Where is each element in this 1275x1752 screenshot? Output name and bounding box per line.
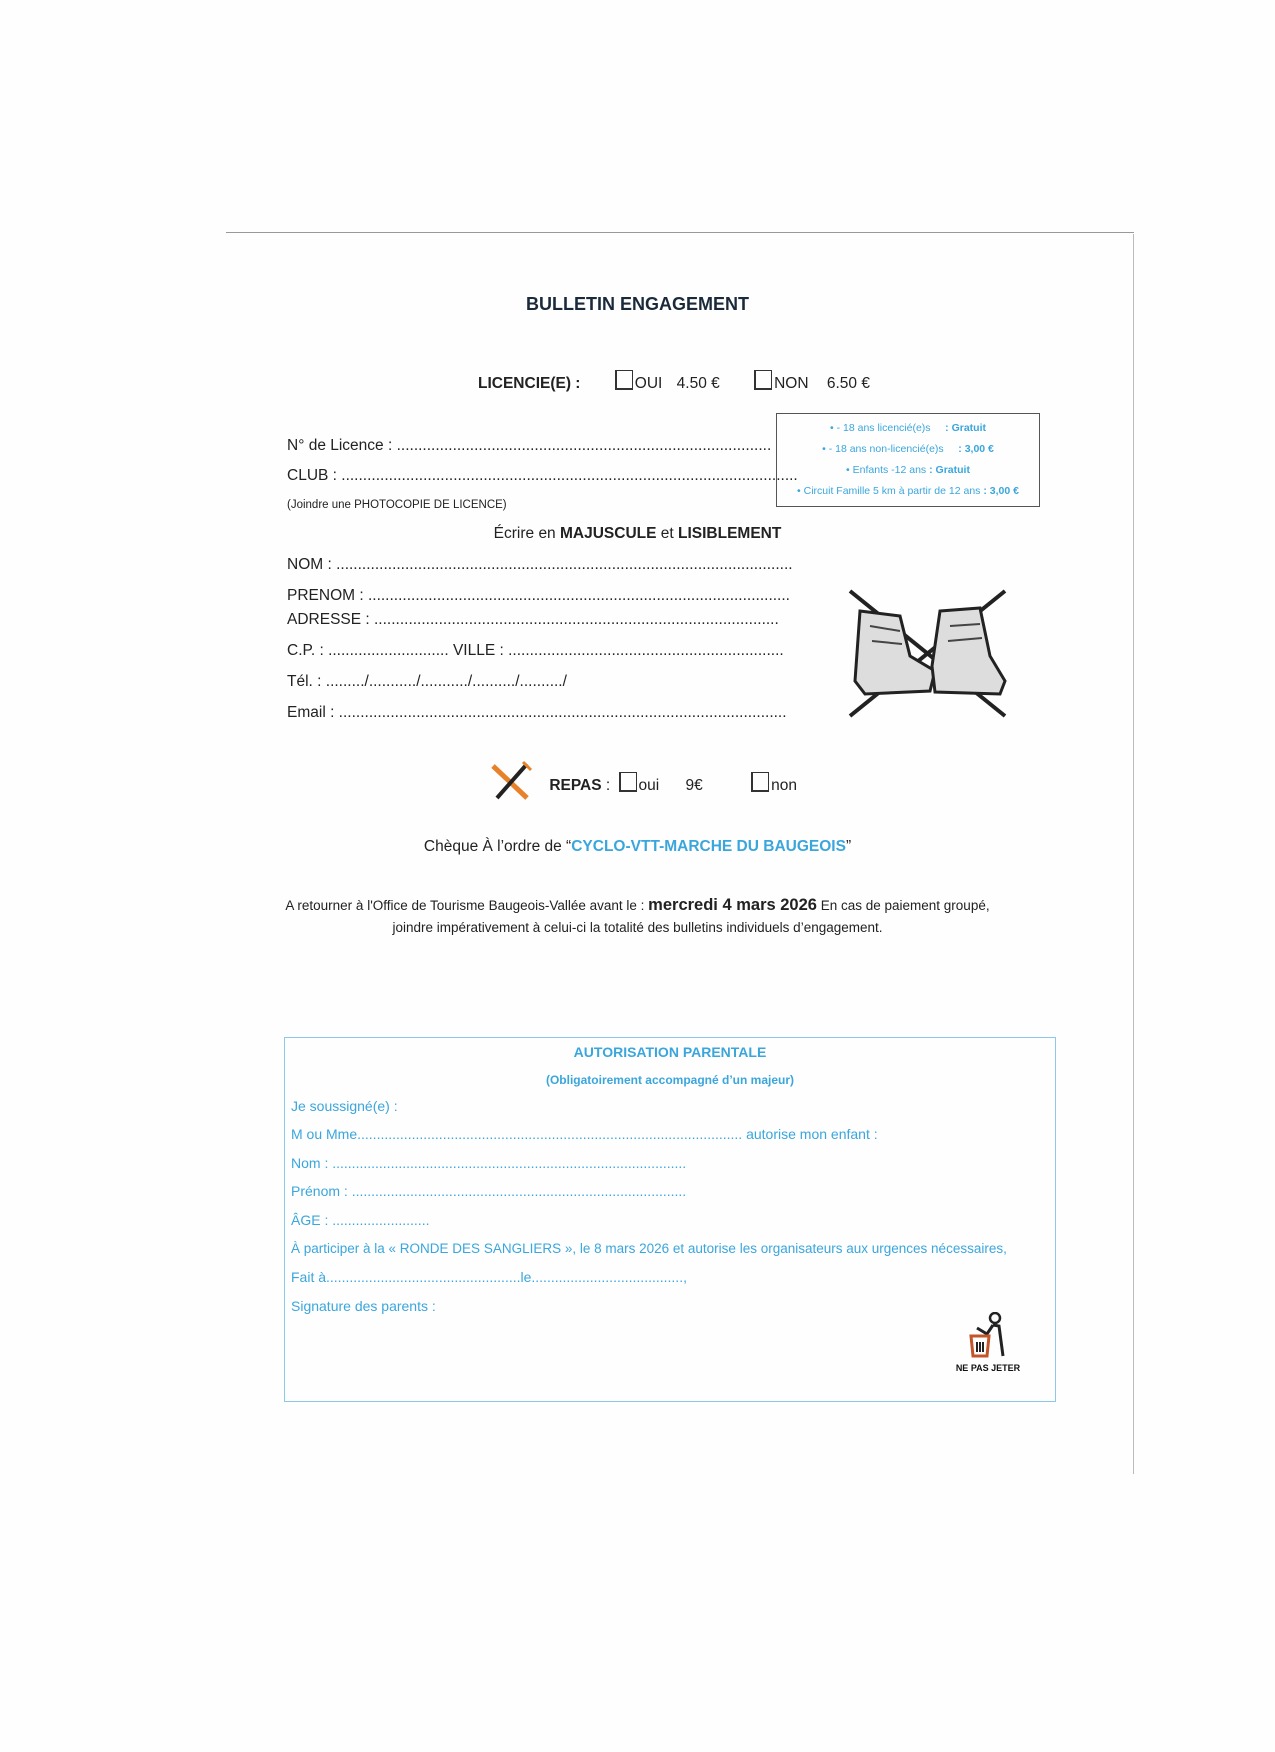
licence-non-label: NON [774, 375, 809, 392]
licence-label: LICENCIE(E) : [478, 375, 581, 392]
tarif-item: • - 18 ans non-licencié(e)s : 3,00 € [822, 443, 994, 455]
top-rule [226, 232, 1134, 233]
tarif-item: • Enfants -12 ans : Gratuit [846, 464, 970, 476]
parent-name-field[interactable]: M ou Mme................................................................................................... autorise mon enfant : [291, 1126, 878, 1142]
form-title: BULLETIN ENGAGEMENT [526, 294, 749, 314]
nom-field[interactable]: NOM : .......................................................................................................... [287, 556, 793, 573]
fait-a-field[interactable]: Fait à..................................................le......................................., [291, 1269, 687, 1285]
adresse-field[interactable]: ADRESSE : .............................................................................................. [287, 611, 779, 628]
licence-oui-label: OUI [634, 375, 663, 392]
participation-statement: À participer à la « RONDE DES SANGLIERS », le 8 mars 2026 et autorise les organisateurs aux urgences nécessaires, [291, 1241, 1007, 1256]
soussigne-line: Je soussigné(e) : [291, 1098, 398, 1114]
cheque-instruction: Chèque À l’ordre de “CYCLO-VTT-MARCHE DU BAUGEOIS” [423, 838, 852, 855]
tel-field[interactable]: Tél. : ........./.........../.........../........../........../ [287, 673, 567, 690]
return-instruction-line2: joindre impérativement à celui-ci la totalité des bulletins individuels d’engagement. [392, 920, 883, 935]
tarif-item: • - 18 ans licencié(e)s : Gratuit [830, 422, 986, 434]
prenom-field[interactable]: PRENOM : .................................................................................................. [287, 587, 790, 604]
authorization-subtitle: (Obligatoirement accompagné d’un majeur) [545, 1073, 795, 1087]
cp-ville-field[interactable]: C.P. : ............................ VILLE : ................................................................ [287, 642, 784, 659]
return-instruction: A retourner à l'Office de Tourisme Baugeois-Vallée avant le : mercredi 4 mars 2026 En cas de paiement groupé, [285, 896, 990, 914]
licence-non-price: 6.50 € [826, 375, 870, 392]
email-field[interactable]: Email : ........................................................................................................ [287, 704, 787, 721]
licence-oui-price: 4.50 € [676, 375, 720, 392]
ne-pas-jeter-text: NE PAS JETER [955, 1363, 1021, 1373]
licence-oui-checkbox[interactable] [615, 370, 633, 390]
repas-non-label: non [771, 777, 797, 794]
child-age-field[interactable]: ÂGE : ......................... [291, 1212, 430, 1228]
trash-bin-icon [965, 1312, 1011, 1358]
repas-row: REPAS : oui 9€ non [489, 760, 797, 800]
repas-non-checkbox[interactable] [751, 772, 769, 792]
ne-pas-jeter-logo [953, 1312, 1023, 1373]
tarif-item: • Circuit Famille 5 km à partir de 12 ans : 3,00 € [797, 485, 1019, 497]
club-field[interactable]: CLUB : .......................................................................................................... [287, 467, 798, 484]
signature-label: Signature des parents : [291, 1298, 436, 1314]
licence-number-field[interactable]: N° de Licence : ....................................................................................... [287, 437, 772, 454]
child-prenom-field[interactable]: Prénom : ...................................................................................... [291, 1183, 687, 1199]
authorization-title: AUTORISATION PARENTALE [573, 1044, 767, 1060]
licence-non-checkbox[interactable] [754, 370, 772, 390]
repas-oui-checkbox[interactable] [619, 772, 637, 792]
repas-price: 9€ [685, 777, 703, 794]
child-nom-field[interactable]: Nom : ........................................................................................... [291, 1155, 687, 1171]
licence-copy-note: (Joindre une PHOTOCOPIE DE LICENCE) [287, 499, 507, 511]
hiking-boots-icon [840, 586, 1018, 720]
repas-oui-label: oui [638, 777, 660, 794]
licence-row [478, 370, 870, 393]
fork-knife-icon [489, 760, 533, 800]
writing-instruction: Écrire en MAJUSCULE et LISIBLEMENT [493, 525, 782, 542]
parental-authorization-box [284, 1037, 1056, 1402]
repas-label: REPAS [549, 777, 602, 794]
tarifs-box [776, 413, 1040, 507]
